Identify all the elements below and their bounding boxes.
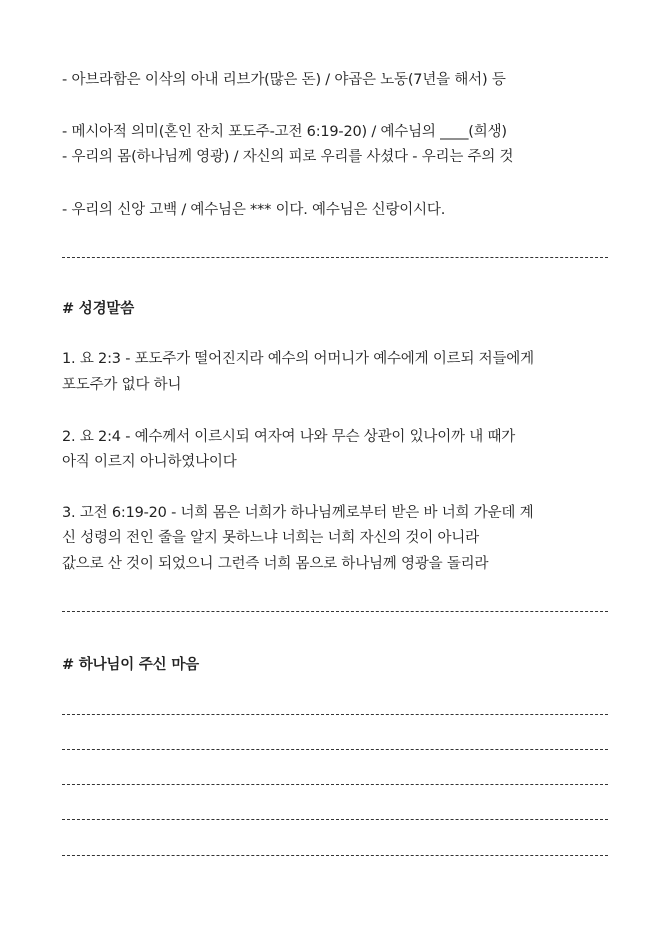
- writing-line: [62, 714, 608, 715]
- writing-line: [62, 855, 608, 856]
- verse-3-line-1: 3. 고전 6:19-20 - 너희 몸은 너희가 하나님께로부터 받은 바 너희 가운데 계: [62, 505, 534, 521]
- note-line-3: - 우리의 몸(하나님께 영광) / 자신의 피로 우리를 사셨다 - 우리는 주의 것: [62, 149, 514, 165]
- verse-3-line-3: 값으로 산 것이 되었으니 그런즉 너희 몸으로 하나님께 영광을 돌리라: [62, 556, 489, 572]
- verse-1-line-2: 포도주가 없다 하니: [62, 377, 182, 393]
- verse-1-line-1: 1. 요 2:3 - 포도주가 떨어진지라 예수의 어머니가 예수에게 이르되 저들에게: [62, 351, 534, 367]
- section-heading-scripture: # 성경말씀: [62, 301, 135, 317]
- writing-line: [62, 819, 608, 820]
- divider: [62, 257, 608, 258]
- note-line-1: - 아브라함은 이삭의 아내 리브가(많은 돈) / 야곱은 노동(7년을 해서) 등: [62, 72, 506, 88]
- verse-3-line-2: 신 성령의 전인 줄을 알지 못하느냐 너희는 너희 자신의 것이 아니라: [62, 530, 479, 546]
- writing-line: [62, 749, 608, 750]
- section-heading-heart: # 하나님이 주신 마음: [62, 657, 199, 673]
- note-line-4: - 우리의 신앙 고백 / 예수님은 *** 이다. 예수님은 신랑이시다.: [62, 202, 446, 218]
- divider: [62, 611, 608, 612]
- verse-2-line-1: 2. 요 2:4 - 예수께서 이르시되 여자여 나와 무슨 상관이 있나이까 내 때가: [62, 429, 516, 445]
- verse-2-line-2: 아직 이르지 아니하였나이다: [62, 454, 237, 470]
- note-line-2: - 메시아적 의미(혼인 잔치 포도주-고전 6:19-20) / 예수님의 ____(희생): [62, 124, 507, 140]
- writing-line: [62, 784, 608, 785]
